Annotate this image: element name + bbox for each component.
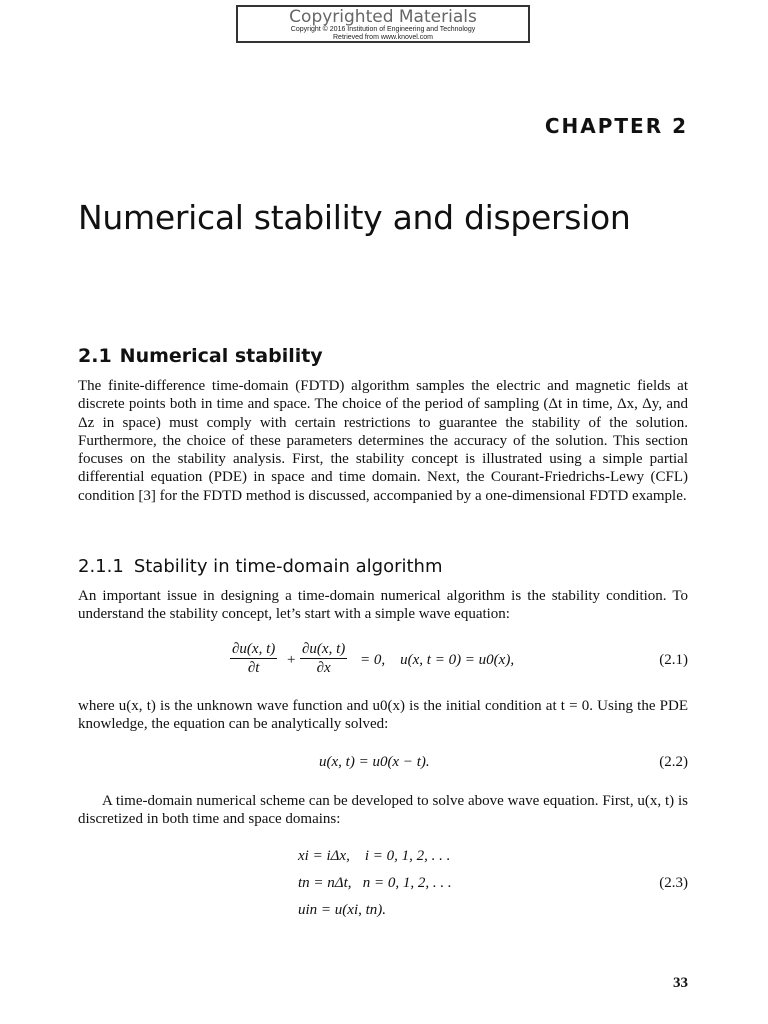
- equation-2-3: [78, 848, 688, 924]
- after-eq2-paragraph: A time-domain numerical scheme can be developed to solve above wave equation. First, u(x, t) is discretized in both time and space domains:: [78, 793, 688, 828]
- after-eq1-paragraph: where u(x, t) is the unknown wave function and u0(x) is the initial condition at t = 0. Using the PDE knowledge, the equation can be analytically solved:: [78, 698, 688, 733]
- watermark-title: Copyrighted Materials: [289, 7, 477, 27]
- copyright-watermark: [236, 5, 530, 43]
- equation-number: (2.1): [659, 652, 688, 668]
- section-title: Numerical stability: [119, 345, 323, 367]
- section-heading-2-1-1: [78, 556, 442, 577]
- equation-number: (2.3): [659, 875, 688, 891]
- subsection-title: Stability in time-domain algorithm: [133, 556, 443, 577]
- fraction-du-dt: [230, 640, 277, 677]
- equation-2-1: [78, 640, 688, 684]
- equation-body: u(x, t) = u0(x − t).: [319, 754, 430, 770]
- fraction-denominator: ∂t: [247, 660, 260, 676]
- watermark-copyright-line: Copyright © 2016 Institution of Engineering and Technology: [290, 26, 476, 33]
- section-heading-2-1: [78, 345, 323, 367]
- fraction-denominator: ∂x: [316, 660, 331, 676]
- section-2-1-paragraph: The finite-difference time-domain (FDTD) algorithm samples the electric and magnetic fields at discrete points both in time and space. The choice of the period of sampling (Δt in time, Δx, Δy, and Δz in space) must comply with certain restrictions to guarantee the stability of the solution. Furthermore, the choice of these parameters determines the accuracy of the solution. This section focuses on the stability analysis. First, the stability concept is illustrated using a simple partial differential equation (PDE) in space and time domain. Next, the Courant-Friedrichs-Lewy (CFL) condition [3] for the FDTD method is discussed, accompanied by a one-dimensional FDTD example.: [78, 378, 688, 504]
- chapter-title: Numerical stability and dispersion: [78, 198, 631, 237]
- equation-2-2: [78, 754, 688, 774]
- watermark-source-line: Retrieved from www.knovel.com: [333, 34, 433, 41]
- equation-number: (2.2): [659, 754, 688, 770]
- fraction-du-dx: [300, 640, 347, 677]
- intro-paragraph: An important issue in designing a time-domain numerical algorithm is the stability condition. To understand the stability concept, let’s start with a simple wave equation:: [78, 588, 688, 623]
- equation-line: uin = u(xi, tn).: [298, 902, 387, 918]
- equation-rest: = 0, u(x, t = 0) = u0(x),: [360, 652, 515, 668]
- equation-line: tn = nΔt, n = 0, 1, 2, . . .: [298, 875, 452, 891]
- chapter-label: CHAPTER 2: [544, 114, 688, 138]
- subsection-number: 2.1.1: [78, 556, 124, 577]
- section-number: 2.1: [78, 345, 112, 367]
- fraction-numerator: ∂u(x, t): [302, 641, 346, 657]
- equation-line: xi = iΔx, i = 0, 1, 2, . . .: [298, 848, 451, 864]
- plus-sign: +: [287, 652, 296, 668]
- fraction-numerator: ∂u(x, t): [232, 641, 276, 657]
- page-number: 33: [673, 975, 688, 991]
